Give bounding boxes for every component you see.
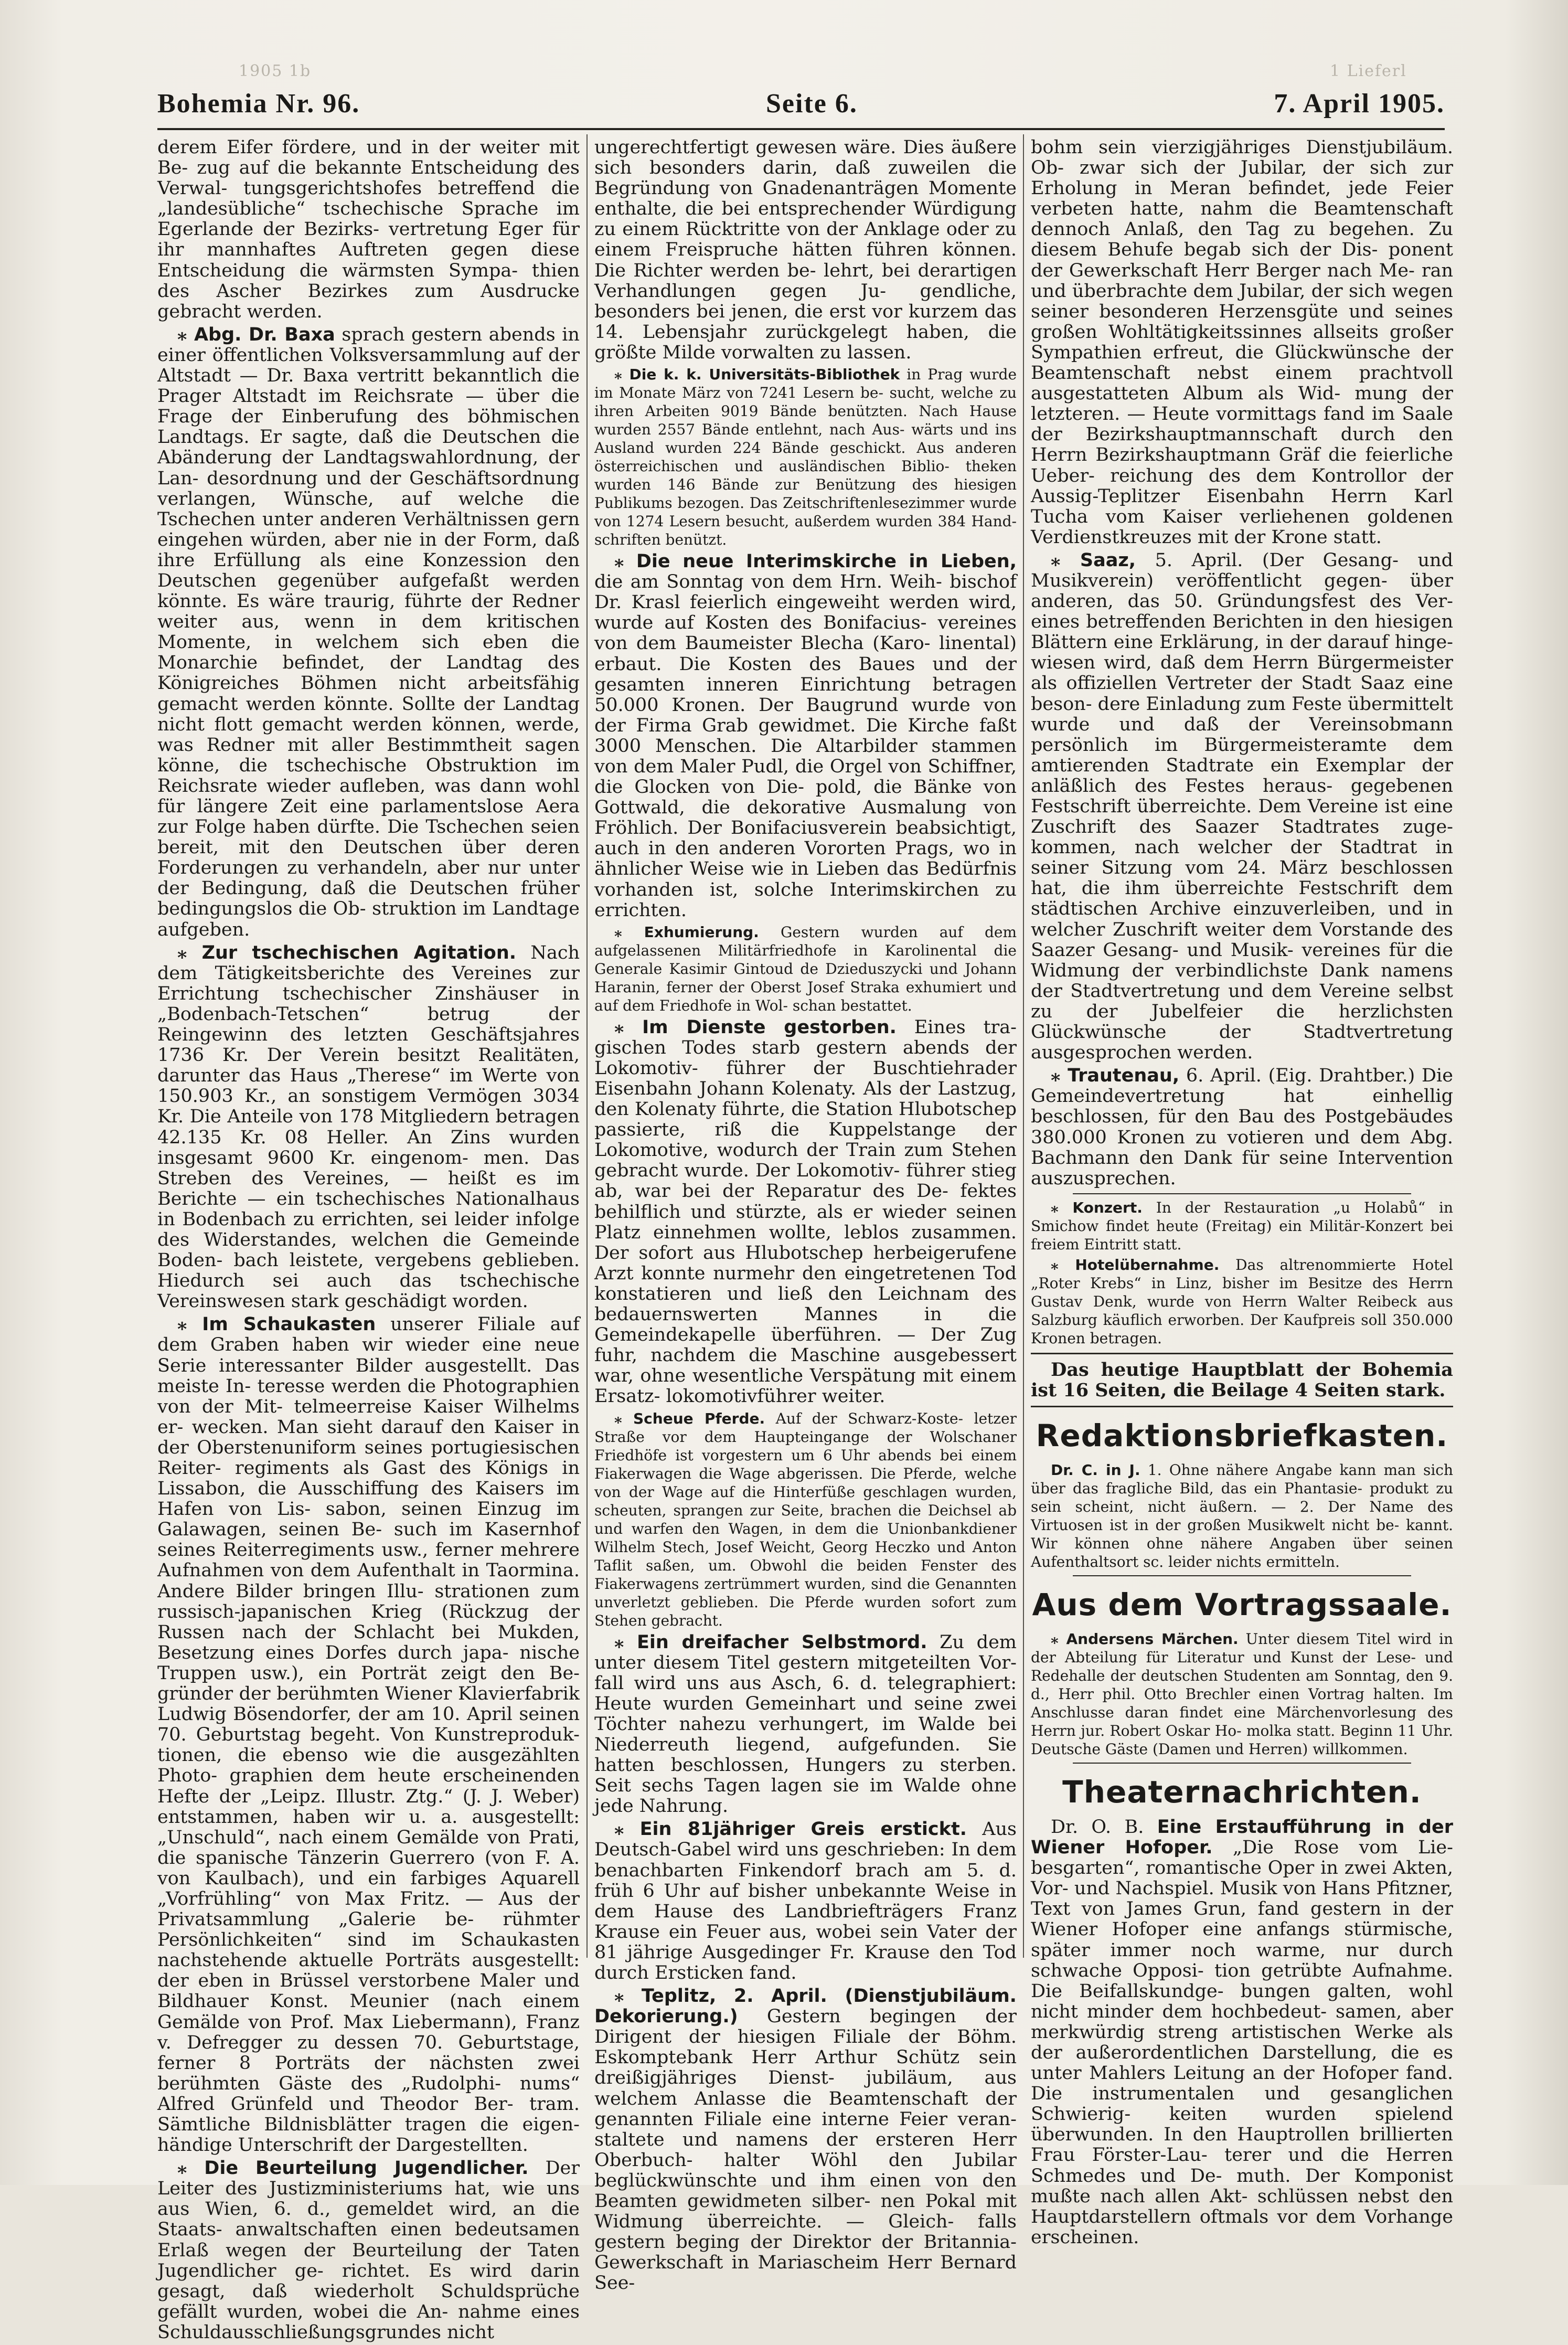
divider xyxy=(1031,1353,1453,1354)
article-schaukasten: ⁎ Im Schaukasten unserer Filiale auf dem Graben haben wir wieder eine neue Serie interessanter Bilder ausgestellt. Das meiste In- teresse werden die Photographien von der Mit- telmeerreise Kaiser Wilhelms er- wecken. Man sieht darauf den Kaiser in der Oberstenuniform seines portugiesischen Reiter- regiments als Gast des Königs in Lissabon, die Ausschiffung des Kaisers im Hafen von Lis- sabon, seinen Einzug im Galawagen, seinen Be- such im Kasernhof seines Reiterregiments usw., ferner mehrere Aufnahmen von dem Aufenthalt in Taormina. Andere Bilder bringen Illu- strationen zum russisch-japanischen Krieg (Rückzug der Russen nach der Schlacht bei Mukden, Besetzung eines Dorfes durch japa- nische Truppen usw.), ein Porträt zeigt den Be- gründer der berühmten Wiener Klavierfabrik Ludwig Bösendorfer, der am 10. April seinen 70. Geburtstag begeht. Von Kunstreproduk- tionen, die ebenso wie die ausgezählten Photo- graphien dem heute erscheinenden Hefte der „Leipz. Illustr. Ztg.“ (J. J. Weber) entstammen, haben wir u. a. ausgestellt: „Unschuld“, nach einem Gemälde von Prati, die spanische Tänzerin Guerrero (von F. A. von Kaulbach), und ein farbiges Aquarell „Vorfrühling“ von Max Fritz. — Aus der Privatsammlung „Galerie be- rühmter Persönlichkeiten“ sind im Schaukasten nachstehende aktuelle Porträts ausgestellt: der eben in Brüssel verstorbene Maler und Bildhauer Konst. Meunier (nach einem Gemälde von Prof. Max Liebermann), Franz v. Defregger zu dessen 70. Geburtstage, ferner 8 Porträts der nächsten zwei berühmten Gäste des „Rudolphi- nums“ Alfred Grünfeld und Theodor Ber- tram. Sämtliche Bildnisblätter tragen die eigen- händige Unterschrift der Dargestellten. xyxy=(157,1313,580,2156)
article-body: Das altrenommierte Hotel „Roter Krebs“ in Linz, bisher im Besitze des Herrn Gustav Denk, wurde von Herrn Walter Reibeck aus Salzburg käuflich erworben. Der Kaufpreis soll 350.000 Kronen betragen. xyxy=(1031,1256,1453,1347)
article-heading: Saaz, xyxy=(1080,549,1136,571)
article-heading: Abg. Dr. Baxa xyxy=(194,324,335,345)
column-3 xyxy=(1031,137,1453,2250)
article-heading: Teplitz, 2. April. (Dienstjubiläum. Dekorierung.) xyxy=(594,1986,1017,2028)
column-divider-2 xyxy=(1023,134,1024,1958)
article-body: 1. Ohne nähere Angabe kann man sich über das fragliche Bild, das ein Phantasie- produkt zu sein scheint, nicht äußern. — 2. Der Name des Virtuosen ist in der großen Musikwelt nicht be- kannt. Wir können ohne nähere Angaben über seinen Aufenthaltsort sc. leider nichts ermitteln. xyxy=(1031,1461,1453,1571)
article-heading: Die Beurteilung Jugendlicher. xyxy=(204,2158,529,2179)
article-body: Gestern wurden auf dem aufgelassenen Militärfriedhofe in Karolinental die Generale Kasimir Gintoud de Dzieduszycki und Johann Haranin, ferner der Oberst Josef Straka exhumiert und auf dem Friedhofe in Wol- schan bestattet. xyxy=(594,923,1017,1014)
article-pferde: ⁎ Scheue Pferde. Auf der Schwarz-Koste- letzer Straße vor dem Haupteingange der Wolschaner Friedhöfe ist vorgestern um 6 Uhr abends bei einem Fiakerwagen die Wage abgerissen. Die Pferde, welche von der Wage auf die Hinterfüße geschlagen wurden, scheuten, sprangen zur Seite, brachen die Deichsel ab und warfen den Wagen, in dem die Unionbankdiener Wilhelm Stech, Josef Weicht, Georg Heczko und Anton Taflit saßen, um. Obwohl die beiden Fenster des Fiakerwagens zertrümmert wurden, sind die Genannten unverletzt geblieben. Die Pferde wurden sofort zum Stehen gebracht. xyxy=(594,1409,1017,1629)
article-andersen: ⁎ Andersens Märchen. Unter diesem Titel wird in der Abteilung für Literatur und Kunst der Lese- und Redehalle der deutschen Studenten am Sonntag, den 9. d., Herr phil. Otto Brechler einen Vortrag halten. Im Anschlusse daran findet eine Märchenvorlesung des Herrn jur. Robert Oskar Ho- molka statt. Beginn 11 Uhr. Deutsche Gäste (Damen und Herren) willkommen. xyxy=(1031,1630,1454,1758)
article-heading: Ein dreifacher Selbstmord. xyxy=(637,1631,927,1653)
article-body: In der Restauration „u Holabů“ in Smichow findet heute (Freitag) ein Militär-Konzert bei freiem Eintritt statt. xyxy=(1031,1198,1454,1253)
column-2 xyxy=(594,137,1017,2296)
article-heading: Eine Erstaufführung in der Wiener Hofoper. xyxy=(1031,1816,1453,1859)
masthead-issue: Bohemia Nr. 96. xyxy=(157,89,360,119)
article-body: Unter diesem Titel wird in der Abteilung für Literatur und Kunst der Lese- und Redehalle der deutschen Studenten am Sonntag, den 9. d., Herr phil. Otto Brechler einen Vortrag halten. Im Anschlusse daran findet eine Märchenvorlesung des Herrn jur. Robert Oskar Ho- molka statt. Beginn 11 Uhr. Deutsche Gäste (Damen und Herren) willkommen. xyxy=(1031,1630,1454,1758)
article-body: unserer Filiale auf dem Graben haben wir wieder eine neue Serie interessanter Bilder ausgestellt. Das meiste In- teresse werden die Photographien von der Mit- telmeerreise Kaiser Wilhelms er- wecken. Man sieht darauf den Kaiser in der Oberstenuniform seines portugiesischen Reiter- regiments als Gast des Königs in Lissabon, die Ausschiffung des Kaisers im Hafen von Lis- sabon, seinen Einzug im Galawagen, seinen Be- such im Kasernhof seines Reiterregiments usw., ferner mehrere Aufnahmen von dem Aufenthalt in Taormina. Andere Bilder bringen Illu- strationen zum russisch-japanischen Krieg (Rückzug der Russen nach der Schlacht bei Mukden, Besetzung eines Dorfes durch japa- nische Truppen usw.), ein Porträt zeigt den Be- gründer der berühmten Wiener Klavierfabrik Ludwig Bösendorfer, der am 10. April seinen 70. Geburtstag begeht. Von Kunstreproduk- tionen, die ebenso wie die ausgezählten Photo- graphien dem heute erscheinenden Hefte der „Leipz. Illustr. Ztg.“ (J. J. Weber) entstammen, haben wir u. a. ausgestellt: „Unschuld“, nach einem Gemälde von Prati, die spanische Tänzerin Guerrero (von F. A. von Kaulbach), und ein farbiges Aquarell „Vorfrühling“ von Max Fritz. — Aus der Privatsammlung „Galerie be- rühmter Persönlichkeiten“ sind im Schaukasten nachstehende aktuelle Porträts ausgestellt: der eben in Brüssel verstorbene Maler und Bildhauer Konst. Meunier (nach einem Gemälde von Prof. Max Liebermann), Franz v. Defregger zu dessen 70. Geburtstage, ferner 8 Porträts der nächsten zwei berühmten Gäste des „Rudolphi- nums“ Alfred Grünfeld und Theodor Ber- tram. Sämtliche Bildnisblätter tragen die eigen- händige Unterschrift der Dargestellten. xyxy=(157,1314,580,2156)
masthead xyxy=(157,84,1445,126)
masthead-page-number: Seite 6. xyxy=(766,89,858,119)
article-exhumierung: ⁎ Exhumierung. Gestern wurden auf dem aufgelassenen Militärfriedhofe in Karolinental die Generale Kasimir Gintoud de Dzieduszycki und Johann Haranin, ferner der Oberst Josef Straka exhumiert und auf dem Friedhofe in Wol- schan bestattet. xyxy=(594,923,1017,1014)
section-title-redaktionsbriefkasten: Redaktionsbriefkasten. xyxy=(1036,1417,1448,1453)
article-heading: Trautenau, xyxy=(1068,1065,1180,1087)
article-agitation: ⁎ Zur tschechischen Agitation. Nach dem Tätigkeitsberichte des Vereines zur Errichtung tschechischer Zinshäuser in „Bodenbach-Tetschen“ betrug der Reingewinn des letzten Geschäftsjahres 1736 Kr. Der Verein besitzt Realitäten, darunter das Haus „Therese“ im Werte von 150.903 Kr., an sonstigem Vermögen 3034 Kr. Die Anteile von 178 Mitgliedern betragen 42.135 Kr. 08 Heller. An Zins wurden insgesamt 9600 Kr. eingenom- men. Das Streben des Vereines, — heißt es im Berichte — ein tschechisches Nationalhaus in Bodenbach zu errichten, sei leider infolge des Widerstandes, welchen die Gemeinde Boden- bach leistete, vergebens geblieben. Hiedurch sei auch das tschechische Vereinswesen stark geschädigt worden. xyxy=(157,941,580,1312)
article-trautenau: ⁎ Trautenau, 6. April. (Eig. Drahtber.) Die Gemeindevertretung hat einhellig beschlossen, für den Bau des Postgebäudes 380.000 Kronen zu votieren und dem Abg. Bachmann den Dank für seine Intervention auszusprechen. xyxy=(1031,1065,1453,1189)
article-hotel: ⁎ Hotelübernahme. Das altrenommierte Hotel „Roter Krebs“ in Linz, bisher im Besitze des Herrn Gustav Denk, wurde von Herrn Walter Reibeck aus Salzburg käuflich erworben. Der Kaufpreis soll 350.000 Kronen betragen. xyxy=(1031,1256,1453,1347)
article-heading: Exhumierung. xyxy=(644,923,759,941)
masthead-date: 7. April 1905. xyxy=(1274,89,1445,119)
divider xyxy=(1073,1763,1411,1764)
article-body: die am Sonntag von dem Hrn. Weih- bischof Dr. Krasl feierlich eingeweiht werden wird, wurde auf Kosten des Bonifacius- vereines von dem Baumeister Blecha (Karo- linental) erbaut. Die Kosten des Baues und der gesamten inneren Einrichtung betragen 50.000 Kronen. Der Baugrund wurde von der Firma Grab gewidmet. Die Kirche faßt 3000 Menschen. Die Altarbilder stammen von dem Maler Pudl, die Orgel von Schiffner, die Glocken von Die- pold, die Bänke von Gottwald, die dekorative Ausmalung von Fröhlich. Der Bonifaciusverein beabsichtigt, auch in den anderen Vororten Prags, wo in ähnlicher Weise wie in Lieben das Bedürfnis vorhanden ist, solche Interimskirchen zu errichten. xyxy=(594,571,1017,921)
col3-continuation: bohm sein vierzigjähriges Dienstjubiläum. Ob- zwar sich der Jubilar, der sich zur Erholung in Meran befindet, jede Feier verbeten hatte, nahm die Beamtenschaft dennoch Anlaß, den Tag zu begehen. Zu diesem Behufe begab sich der Dis- ponent der Gewerkschaft Herr Berger nach Me- ran und überbrachte dem Jubilar, der sich wegen seiner besonderen Herzensgüte und seines großen Wohltätigkeitssinnes allseits großer Sympathien erfreut, die Glückwünsche der Beamtenschaft nebst einem prachtvoll ausgestatteten Album als Wid- mung der letzteren. — Heute vormittags fand im Saale der Bezirkshauptmannschaft durch den Herrn Bezirkshauptmann Gräf die feierliche Ueber- reichung des dem Kontrollor der Aussig-Teplitzer Eisenbahn Herrn Karl Tucha vom Kaiser verliehenen goldenen Verdienstkreuzes mit der Krone statt. xyxy=(1031,137,1453,548)
article-heading: Im Schaukasten xyxy=(202,1314,376,1335)
article-jugendliche: ⁎ Die Beurteilung Jugendlicher. Der Leiter des Justizministeriums hat, wie uns aus Wien, 6. d., gemeldet wird, an die Staats- anwaltschaften einen bedeutsamen Erlaß wegen der Beurteilung der Taten Jugendlicher ge- richtet. Es wird darin gesagt, daß wiederholt Schuldsprüche gefällt wurden, wobei die An- nahme eines Schuldausschließungsgrundes nicht xyxy=(157,2157,580,2343)
article-body: Eines tra- gischen Todes starb gestern abends der Lokomotiv- führer der Buschtiehrader Eisenbahn Johann Kolenaty. Als der Lastzug, den Kolenaty führte, die Station Hlubotschep passierte, riß die Kuppelstange der Lokomotive, wodurch der Train zum Stehen gebracht wurde. Der Lokomotiv- führer stieg ab, war bei der Reparatur des De- fektes behilflich und stürzte, als er wieder seinen Platz einnehmen wollte, leblos zusammen. Der sofort aus Hlubotschep herbeigerufene Arzt konnte nurmehr den eingetretenen Tod konstatieren und ließ den Leichnam des bedauernswerten Mannes in die Gemeindekapelle überführen. — Der Zug fuhr, nachdem die Maschine ausgebessert war, ohne wesentliche Verspätung mit einem Ersatz- lokomotivführer weiter. xyxy=(594,1016,1017,1407)
article-body: Der Leiter des Justizministeriums hat, wie uns aus Wien, 6. d., gemeldet wird, an die Staats- anwaltschaften einen bedeutsamen Erlaß wegen der Beurteilung der Taten Jugendlicher ge- richtet. Es wird darin gesagt, daß wiederholt Schuldsprüche gefällt wurden, wobei die An- nahme eines Schuldausschließungsgrundes nicht xyxy=(157,2158,580,2343)
article-heading: Dr. C. in J. xyxy=(1051,1461,1140,1479)
article-greis: ⁎ Ein 81jähriger Greis erstickt. Aus Deutsch-Gabel wird uns geschrieben: In dem benachbarten Finkendorf brach am 5. d. früh 6 Uhr auf bisher unbekannte Weise in dem Hause des Landbriefträgers Franz Krause ein Feuer aus, wobei sein Vater der 81 jährige Ausgedinger Fr. Krause den Tod durch Ersticken fand. xyxy=(594,1818,1017,1983)
article-heading: Ein 81jähriger Greis erstickt. xyxy=(639,1819,967,1840)
section-title-vortragssaale: Aus dem Vortragssaale. xyxy=(1032,1586,1452,1622)
article-baxa: ⁎ Abg. Dr. Baxa sprach gestern abends in einer öffentlichen Volksversammlung auf der Altstadt — Dr. Baxa vertritt bekanntlich die Prager Altstadt im Reichsrate — über die Frage der Einberufung des böhmischen Landtags. Er sagte, daß die Deutschen die Abänderung der Landtagswahlordnung, der Lan- desordnung und der Geschäftsordnung verlangen, Wünsche, auf welche die Tschechen unter anderen Verhältnissen gern eingehen würden, aber nie in der Form, daß ihre Erfüllung als eine Konzession den Deutschen gegenüber aufgefaßt werden könnte. Es wäre traurig, führte der Redner weiter aus, wenn in dem kritischen Momente, in welchem sich eben die Monarchie befindet, der Landtag des Königreiches Böhmen nicht arbeitsfähig gemacht werden könnte. Sollte der Landtag nicht flott gemacht werden können, werde, was Redner mit aller Bestimmtheit sagen könne, die tschechische Obstruktion im Reichsrate wieder aufleben, was dann wohl für längere Zeit eine parlamentslose Aera zur Folge haben dürfte. Die Tschechen seien bereit, mit den Deutschen über deren Forderungen zu verhandeln, aber nur unter der Bedingung, daß die Deutschen früher bedingungslos die Ob- struktion im Landtage aufgeben. xyxy=(157,323,580,940)
divider xyxy=(1073,1193,1411,1194)
col1-continuation: derem Eifer fördere, und in der weiter mit Be- zug auf die bekannte Entscheidung des Verwal- tungsgerichtshofes betreffend die „landesübliche“ tschechische Sprache im Egerlande der Bezirks- vertretung Eger für ihr mannhaftes Auftreten gegen diese Entscheidung die wärmsten Sympa- thien des Ascher Bezirkes zum Ausdrucke gebracht werden. xyxy=(157,137,580,322)
divider xyxy=(1031,1406,1453,1407)
column-divider-1 xyxy=(586,134,588,1958)
divider xyxy=(1073,1575,1411,1576)
article-briefkasten xyxy=(1031,1461,1453,1571)
article-body: Nach dem Tätigkeitsberichte des Vereines zur Errichtung tschechischer Zinshäuser in „Bodenbach-Tetschen“ betrug der Reingewinn des letzten Geschäftsjahres 1736 Kr. Der Verein besitzt Realitäten, darunter das Haus „Therese“ im Werte von 150.903 Kr., an sonstigem Vermögen 3034 Kr. Die Anteile von 178 Mitgliedern betragen 42.135 Kr. 08 Heller. An Zins wurden insgesamt 9600 Kr. eingenom- men. Das Streben des Vereines, — heißt es im Berichte — ein tschechisches Nationalhaus in Bodenbach zu errichten, sei leider infolge des Widerstandes, welchen die Gemeinde Boden- bach leistete, vergebens geblieben. Hiedurch sei auch das tschechische Vereinswesen stark geschädigt worden. xyxy=(157,942,580,1312)
article-interimskirche: ⁎ Die neue Interimskirche in Lieben, die am Sonntag von dem Hrn. Weih- bischof Dr. Krasl feierlich eingeweiht werden wird, wurde auf Kosten des Bonifacius- vereines von dem Baumeister Blecha (Karo- linental) erbaut. Die Kosten des Baues und der gesamten inneren Einrichtung betragen 50.000 Kronen. Der Baugrund wurde von der Firma Grab gewidmet. Die Kirche faßt 3000 Menschen. Die Altarbilder stammen von dem Maler Pudl, die Orgel von Schiffner, die Glocken von Die- pold, die Bänke von Gottwald, die dekorative Ausmalung von Fröhlich. Der Bonifaciusverein beabsichtigt, auch in den anderen Vororten Prags, wo in ähnlicher Weise wie in Lieben das Bedürfnis vorhanden ist, solche Interimskirchen zu errichten. xyxy=(594,550,1017,921)
article-body: sprach gestern abends in einer öffentlichen Volksversammlung auf der Altstadt — Dr. Baxa vertritt bekanntlich die Prager Altstadt im Reichsrate — über die Frage der Einberufung des böhmischen Landtags. Er sagte, daß die Deutschen die Abänderung der Landtagswahlordnung, der Lan- desordnung und der Geschäftsordnung verlangen, Wünsche, auf welche die Tschechen unter anderen Verhältnissen gern eingehen würden, aber nie in der Form, daß ihre Erfüllung als eine Konzession den Deutschen gegenüber aufgefaßt werden könnte. Es wäre traurig, führte der Redner weiter aus, wenn in dem kritischen Momente, in welchem sich eben die Monarchie befindet, der Landtag des Königreiches Böhmen nicht arbeitsfähig gemacht werden könnte. Sollte der Landtag nicht flott gemacht werden können, werde, was Redner mit aller Bestimmtheit sagen könne, die tschechische Obstruktion im Reichsrate wieder aufleben, was dann wohl für längere Zeit eine parlamentslose Aera zur Folge haben dürfte. Die Tschechen seien bereit, mit den Deutschen über deren Forderungen zu verhandeln, aber nur unter der Bedingung, daß die Deutschen früher bedingungslos die Ob- struktion im Landtage aufgeben. xyxy=(157,324,580,940)
article-body: 6. April. (Eig. Drahtber.) Die Gemeindevertretung hat einhellig beschlossen, für den Bau des Postgebäudes 380.000 Kronen zu votieren und dem Abg. Bachmann den Dank für seine Intervention auszusprechen. xyxy=(1031,1065,1453,1189)
article-byline: Dr. O. B. xyxy=(1051,1816,1144,1838)
article-body: Auf der Schwarz-Koste- letzer Straße vor dem Haupteingange der Wolschaner Friedhöfe ist vorgestern um 6 Uhr abends bei einem Fiakerwagen die Wage abgerissen. Die Pferde, welche von der Wage auf die Hinterfüße geschlagen wurden, scheuten, sprangen zur Seite, brachen die Deichsel ab und warfen den Wagen, in dem die Unionbankdiener Wilhelm Stech, Josef Weicht, Georg Heczko und Anton Taflit saßen, um. Obwohl die beiden Fenster des Fiakerwagens zertrümmert wurden, sind die Genannten unverletzt geblieben. Die Pferde wurden sofort zum Stehen gebracht. xyxy=(594,1409,1017,1629)
col2-continuation: ungerechtfertigt gewesen wäre. Dies äußere sich besonders darin, daß zuweilen die Begründung von Gnadenanträgen Momente enthalte, die bei entsprechender Würdigung zu einem Rücktritte von der Anklage oder zu einem Freispruche hätten führen können. Die Richter werden be- lehrt, bei derartigen Verhandlungen gegen Ju- gendliche, besonders bei jenen, die erst vor kurzem das 14. Lebensjahr zurückgelegt haben, die größte Milde vorwalten zu lassen. xyxy=(594,137,1017,363)
article-body: in Prag wurde im Monate März von 7241 Lesern be- sucht, welche zu ihren Arbeiten 9019 Bände benützten. Nach Hause wurden 2557 Bände entlehnt, nach Aus- wärts und ins Ausland wurden 224 Bände geschickt. Aus anderen österreichischen und ausländischen Biblio- theken wurden 146 Bände zur Benützung des hiesigen Publikums bezogen. Das Zeitschriftenlesezimmer wurde von 1274 Lesern besucht, außerdem wurden 384 Hand- schriften benützt. xyxy=(594,366,1017,549)
column-1 xyxy=(157,137,580,2345)
article-body: „Die Rose vom Lie- besgarten“, romantische Oper in zwei Akten, Vor- und Nachspiel. Musik von Hans Pfitzner, Text von James Grun, fand gestern in der Wiener Hofoper eine anfangs stürmische, später immer noch warme, nur durch schwache Opposi- tion getrübte Aufnahme. Die Beifallskundge- bungen galten, wohl nicht minder dem hochbedeut- samen, aber merkwürdig streng artistischen Werke als der außerordentlichen Darstellung, die es unter Mahlers Leitung an der Hofoper fand. Die instrumentalen und gesanglichen Schwierig- keiten wurden spielend überwunden. In den Hauptrollen brillierten Frau Förster-Lau- terer und die Herren Schmedes und De- muth. Der Komponist mußte nach allen Akt- schlüssen nebst den Hauptdarstellern oftmals vor dem Vorhange erscheinen. xyxy=(1031,1837,1453,2248)
article-dienst: ⁎ Im Dienste gestorben. Eines tra- gischen Todes starb gestern abends der Lokomotiv- führer der Buschtiehrader Eisenbahn Johann Kolenaty. Als der Lastzug, den Kolenaty führte, die Station Hlubotschep passierte, riß die Kuppelstange der Lokomotive, wodurch der Train zum Stehen gebracht wurde. Der Lokomotiv- führer stieg ab, war bei der Reparatur des De- fektes behilflich und stürzte, als er wieder seinen Platz einnehmen wollte, leblos zusammen. Der sofort aus Hlubotschep herbeigerufene Arzt konnte nurmehr den eingetretenen Tod konstatieren und ließ den Leichnam des bedauernswerten Mannes in die Gemeindekapelle überführen. — Der Zug fuhr, nachdem die Maschine ausgebessert war, ohne wesentliche Verspätung mit einem Ersatz- lokomotivführer weiter. xyxy=(594,1016,1017,1407)
article-heading: Die neue Interimskirche in Lieben, xyxy=(636,551,1017,572)
corner-mark-right: 1 Lieferl xyxy=(1330,62,1407,80)
article-teplitz: ⁎ Teplitz, 2. April. (Dienstjubiläum. Dekorierung.) Gestern begingen der Dirigent der hiesigen Filiale der Böhm. Eskomptebank Herr Arthur Schütz sein dreißigjähriges Dienst- jubiläum, aus welchem Anlasse die Beamtenschaft der genannten Filiale eine interne Feier veran- staltete und namens der ersteren Herr Oberbuch- halter Wöhl den Jubilar beglückwünschte und ihm einen von den Beamten gewidmeten silber- nen Pokal mit Widmung überreichte. — Gleich- falls gestern beging der Direktor der Britannia- Gewerkschaft in Mariascheim Herr Bernard See- xyxy=(594,1985,1017,2294)
article-hofoper xyxy=(1031,1817,1453,2248)
article-heading: Konzert. xyxy=(1072,1198,1143,1216)
masthead-rule xyxy=(157,128,1445,130)
article-saaz: ⁎ Saaz, 5. April. (Der Gesang- und Musikverein) veröffentlicht gegen- über anderen, das 50. Gründungsfest des Ver- eines betreffenden Berichten in den hiesigen Blättern eine Erklärung, in der darauf hinge- wiesen wird, daß dem Herrn Bürgermeister als offiziellen Vertreter der Stadt Saaz eine beson- dere Einladung zum Feste übermittelt wurde und daß der Vereinsobmann persönlich im Bürgermeisteramte dem amtierenden Stadtrate ein Exemplar der anläßlich des Festes heraus- gegebenen Festschrift überreichte. Dem Vereine ist eine Zuschrift des Saazer Stadtrates zuge- kommen, nach welcher der Stadtrat in seiner Sitzung vom 24. März beschlossen hat, die ihm überreichte Festschrift dem städtischen Archive einzuverleiben, und in welcher Zuschrift weiter dem Vorstande des Saazer Gesang- und Musik- vereines für die Widmung der verbindlichste Dank namens der Stadtvertretung und dem Vereine selbst zu der Jubelfeier die herzlichsten Glückwünsche der Stadtvertretung ausgesprochen werden. xyxy=(1031,549,1453,1064)
article-heading: Zur tschechischen Agitation. xyxy=(201,942,517,963)
article-konzert: ⁎ Konzert. In der Restauration „u Holabů“ in Smichow findet heute (Freitag) ein Militär-Konzert bei freiem Eintritt statt. xyxy=(1031,1198,1454,1253)
article-heading: Andersens Märchen. xyxy=(1066,1630,1239,1648)
article-body: Gestern begingen der Dirigent der hiesigen Filiale der Böhm. Eskomptebank Herr Arthur Schütz sein dreißigjähriges Dienst- jubiläum, aus welchem Anlasse die Beamtenschaft der genannten Filiale eine interne Feier veran- staltete und namens der ersteren Herr Oberbuch- halter Wöhl den Jubilar beglückwünschte und ihm einen von den Beamten gewidmeten silber- nen Pokal mit Widmung überreichte. — Gleich- falls gestern beging der Direktor der Britannia- Gewerkschaft in Mariascheim Herr Bernard See- xyxy=(594,2006,1017,2294)
article-body: 5. April. (Der Gesang- und Musikverein) veröffentlicht gegen- über anderen, das 50. Gründungsfest des Ver- eines betreffenden Berichten in den hiesigen Blättern eine Erklärung, in der darauf hinge- wiesen wird, daß dem Herrn Bürgermeister als offiziellen Vertreter der Stadt Saaz eine beson- dere Einladung zum Feste übermittelt wurde und daß der Vereinsobmann persönlich im Bürgermeisteramte dem amtierenden Stadtrate ein Exemplar der anläßlich des Festes heraus- gegebenen Festschrift überreichte. Dem Vereine ist eine Zuschrift des Saazer Stadtrates zuge- kommen, nach welcher der Stadtrat in seiner Sitzung vom 24. März beschlossen hat, die ihm überreichte Festschrift dem städtischen Archive einzuverleiben, und in welcher Zuschrift weiter dem Vorstande des Saazer Gesang- und Musik- vereines für die Widmung der verbindlichste Dank namens der Stadtvertretung und dem Vereine selbst zu der Jubelfeier die herzlichsten Glückwünsche der Stadtvertretung ausgesprochen werden. xyxy=(1031,549,1453,1064)
section-title-theaternachrichten: Theaternachrichten. xyxy=(1062,1774,1422,1810)
notice-page-count: Das heutige Hauptblatt der Bohemia ist 16 Seiten, die Beilage 4 Seiten stark. xyxy=(1031,1359,1453,1401)
article-bibliothek: ⁎ Die k. k. Universitäts-Bibliothek in Prag wurde im Monate März von 7241 Lesern be- sucht, welche zu ihren Arbeiten 9019 Bände benützten. Nach Hause wurden 2557 Bände entlehnt, nach Aus- wärts und ins Ausland wurden 224 Bände geschickt. Aus anderen österreichischen und ausländischen Biblio- theken wurden 146 Bände zur Benützung des hiesigen Publikums bezogen. Das Zeitschriftenlesezimmer wurde von 1274 Lesern besucht, außerdem wurden 384 Hand- schriften benützt. xyxy=(594,366,1017,549)
article-heading: Hotelübernahme. xyxy=(1075,1256,1220,1274)
article-heading: Die k. k. Universitäts-Bibliothek xyxy=(629,366,900,384)
article-heading: Scheue Pferde. xyxy=(633,1409,765,1427)
article-body: Zu dem unter diesem Titel gestern mitgeteilten Vor- fall wird uns aus Asch, 6. d. telegraphiert: Heute wurden Gemeinhart und seine zwei Töchter nahezu verhungert, im Walde bei Niederreuth liegend, aufgefunden. Sie hatten beschlossen, Hungers zu sterben. Seit sechs Tagen lagen sie im Walde ohne jede Nahrung. xyxy=(594,1631,1017,1817)
corner-mark-left: 1905 1b xyxy=(239,62,312,80)
article-selbstmord: ⁎ Ein dreifacher Selbstmord. Zu dem unter diesem Titel gestern mitgeteilten Vor- fall wird uns aus Asch, 6. d. telegraphiert: Heute wurden Gemeinhart und seine zwei Töchter nahezu verhungert, im Walde bei Niederreuth liegend, aufgefunden. Sie hatten beschlossen, Hungers zu sterben. Seit sechs Tagen lagen sie im Walde ohne jede Nahrung. xyxy=(594,1631,1017,1817)
article-body: Aus Deutsch-Gabel wird uns geschrieben: In dem benachbarten Finkendorf brach am 5. d. früh 6 Uhr auf bisher unbekannte Weise in dem Hause des Landbriefträgers Franz Krause ein Feuer aus, wobei sein Vater der 81 jährige Ausgedinger Fr. Krause den Tod durch Ersticken fand. xyxy=(594,1819,1017,1983)
article-heading: Im Dienste gestorben. xyxy=(642,1016,897,1038)
